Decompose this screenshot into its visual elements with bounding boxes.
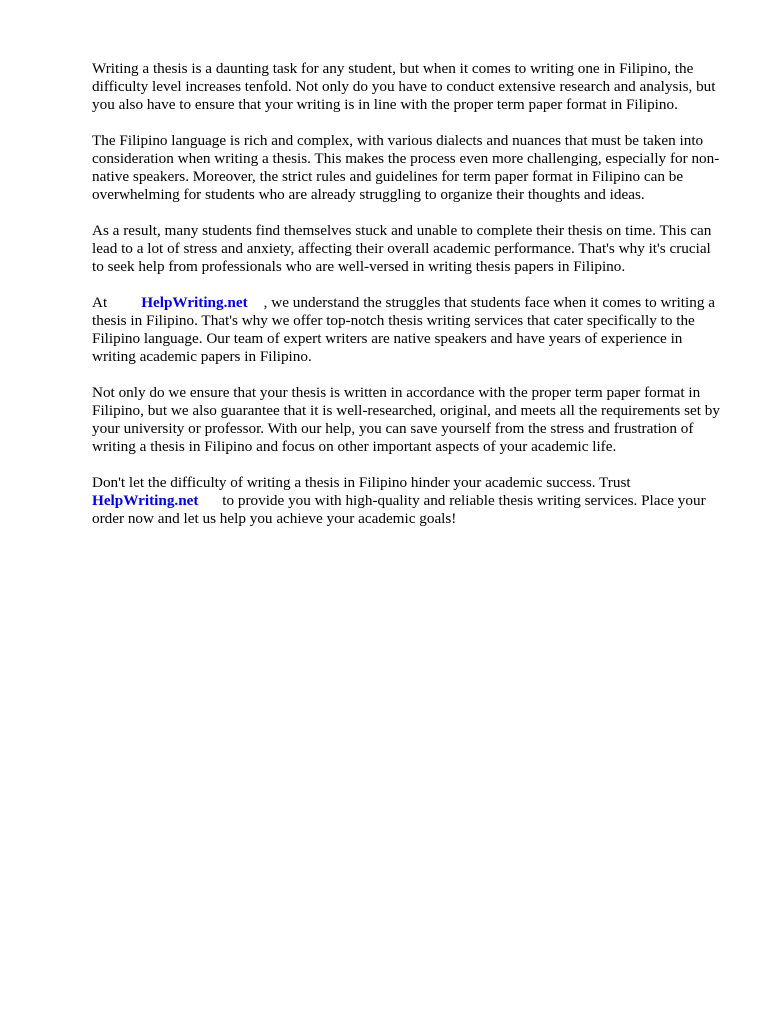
paragraph-stress: As a result, many students find themselves stuck and unable to complete their thesis on time. This can lead to a lot of stress and anxiety, affecting their overall academic performance. That's why it's crucial to seek help from professionals who are well-versed in writing thesis papers in Filipino. [92,222,712,275]
paragraph-intro: Writing a thesis is a daunting task for any student, but when it comes to writing one in Filipino, the difficulty level increases tenfold. Not only do you have to conduct extensive research and analysis, but you also have to ensure that your writing is in line with the proper term paper format in Filipino. [92,60,716,113]
paragraph-filipino-language: The Filipino language is rich and complex, with various dialects and nuances that must be taken into consideration when writing a thesis. This makes the process even more challenging, especially for non-native speakers. Moreover, the strict rules and guidelines for term paper format in Filipino can be overwhelming for students who are already struggling to organize their thoughts and ideas. [92,132,720,203]
paragraph-cta-rest: to provide you with high-quality and reliable thesis writing services. Place your order now and let us help you achieve your academic goals! [92,492,706,527]
helpwriting-link-cta[interactable]: HelpWriting.net [92,492,199,509]
helpwriting-link[interactable]: HelpWriting.net [141,294,248,311]
paragraph-services-rest: , we understand the struggles that students face when it comes to writing a thesis in Filipino. That's why we offer top-notch thesis writing services that cater specifically to the Filipino language. Our team of expert writers are native speakers and have years of experience in writing academic papers in Filipino. [92,294,715,365]
paragraph-services-lead: At [92,294,108,311]
paragraph-cta-lead: Don't let the difficulty of writing a thesis in Filipino hinder your academic success. Trust [92,474,631,491]
paragraph-guarantee: Not only do we ensure that your thesis is written in accordance with the proper term paper format in Filipino, but we also guarantee that it is well-researched, original, and meets all the requirements set by your university or professor. With our help, you can save yourself from the stress and frustration of writing a thesis in Filipino and focus on other important aspects of your academic life. [92,384,720,455]
document-body [92,60,724,546]
paragraph-services [92,294,724,366]
paragraph-call-to-action [92,474,724,528]
